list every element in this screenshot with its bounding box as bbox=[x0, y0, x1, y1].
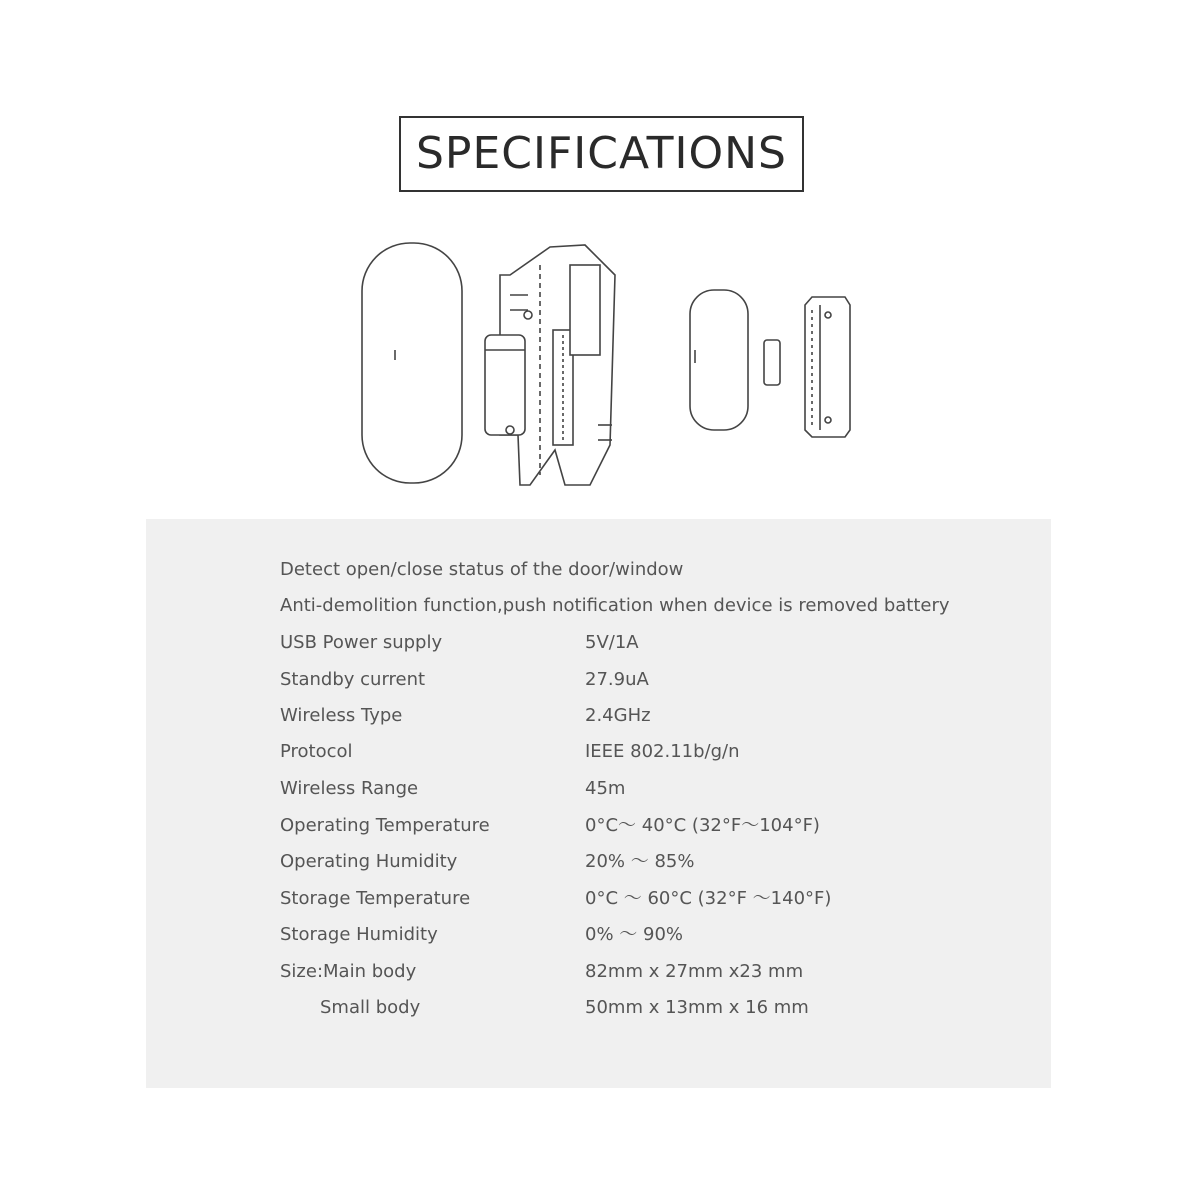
spec-value: 5V/1A bbox=[585, 632, 639, 653]
page-title: SPECIFICATIONS bbox=[416, 128, 787, 179]
spec-label: Wireless Range bbox=[280, 778, 419, 799]
spec-value: IEEE 802.11b/g/n bbox=[585, 741, 740, 762]
spec-value: 27.9uA bbox=[585, 669, 649, 690]
spec-label: Standby current bbox=[280, 669, 426, 690]
spec-label: Size:Main body bbox=[280, 961, 417, 982]
spec-row bbox=[280, 707, 980, 729]
sensor-main-cover-icon bbox=[362, 243, 462, 483]
product-illustration bbox=[350, 235, 870, 500]
spec-value: 50mm x 13mm x 16 mm bbox=[585, 997, 809, 1018]
spec-label: Storage Temperature bbox=[280, 888, 471, 909]
spec-row bbox=[280, 780, 980, 802]
spec-label: Protocol bbox=[280, 741, 353, 762]
magnet-core-icon bbox=[764, 340, 780, 385]
spec-row bbox=[280, 743, 980, 765]
sensor-main-internals-icon bbox=[485, 245, 615, 485]
spec-value: 0% ～ 90% bbox=[585, 924, 684, 945]
spec-value: 0°C～ 40°C (32°F～104°F) bbox=[585, 815, 820, 836]
spec-row bbox=[280, 853, 980, 875]
spec-row bbox=[280, 926, 980, 948]
spec-value: 0°C ～ 60°C (32°F ～140°F) bbox=[585, 888, 832, 909]
spec-row bbox=[280, 634, 980, 656]
spec-label: Wireless Type bbox=[280, 705, 403, 726]
feature-anti-demolition: Anti-demolition function,push notification when device is removed battery bbox=[280, 595, 950, 616]
spec-row bbox=[280, 890, 980, 912]
magnet-base-icon bbox=[805, 297, 850, 437]
magnet-cover-icon bbox=[690, 290, 748, 430]
spec-label: USB Power supply bbox=[280, 632, 443, 653]
spec-label: Operating Temperature bbox=[280, 815, 490, 836]
spec-row bbox=[280, 963, 980, 985]
spec-value: 2.4GHz bbox=[585, 705, 651, 726]
spec-label: Operating Humidity bbox=[280, 851, 458, 872]
title-box bbox=[399, 116, 804, 192]
feature-detect-status: Detect open/close status of the door/window bbox=[280, 559, 684, 580]
spec-row bbox=[280, 999, 980, 1021]
spec-row bbox=[280, 817, 980, 839]
spec-label: Small body bbox=[320, 997, 421, 1018]
spec-value: 20% ～ 85% bbox=[585, 851, 695, 872]
spec-row bbox=[280, 671, 980, 693]
spec-label: Storage Humidity bbox=[280, 924, 438, 945]
spec-value: 45m bbox=[585, 778, 626, 799]
spec-value: 82mm x 27mm x23 mm bbox=[585, 961, 804, 982]
